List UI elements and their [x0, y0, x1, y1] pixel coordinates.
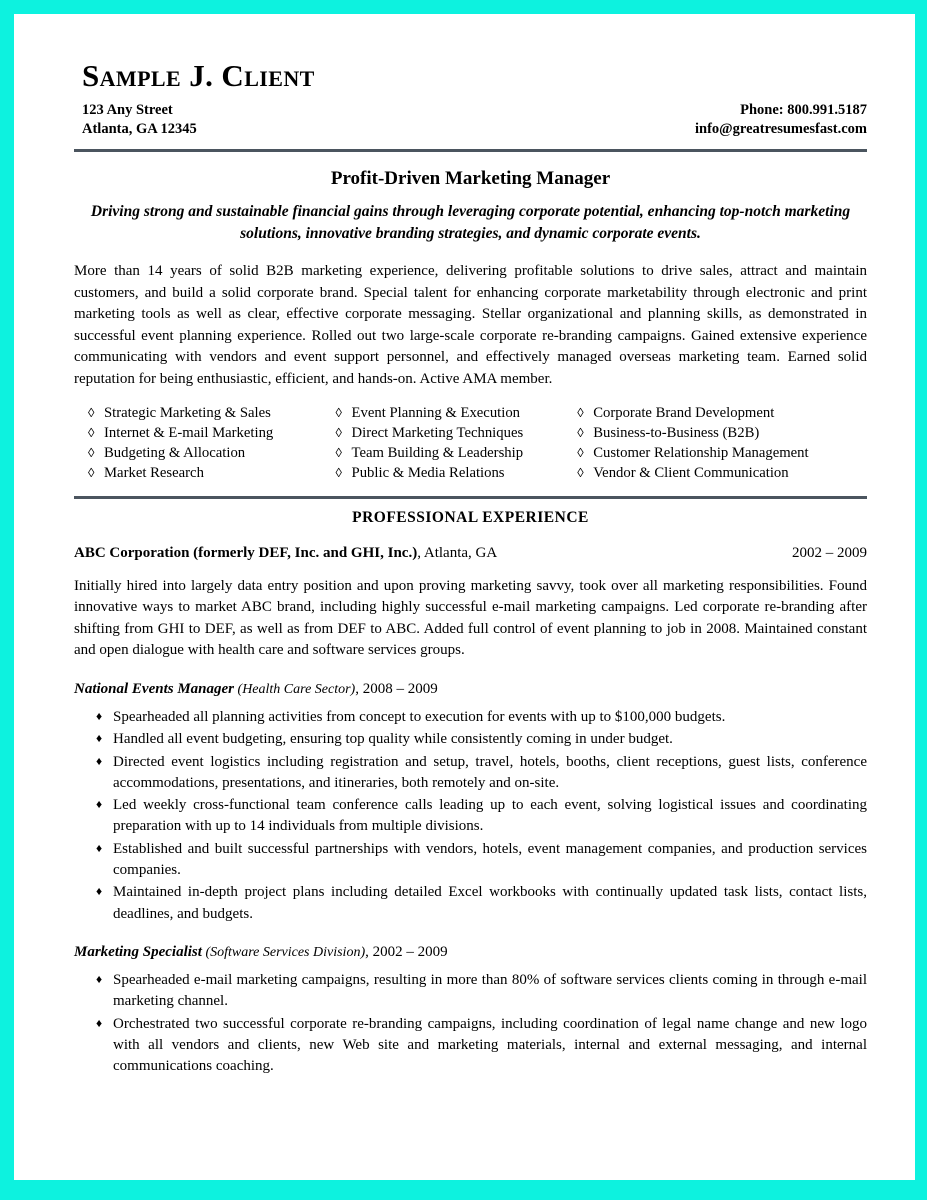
- skills-column-3: [577, 404, 867, 484]
- diamond-bullet-icon: ◊: [88, 444, 95, 460]
- diamond-bullet-icon: ◊: [335, 424, 342, 440]
- diamond-bullet-icon: ♦: [96, 840, 103, 855]
- employer-dates: 2002 – 2009: [792, 544, 867, 561]
- contact-row: [82, 101, 867, 140]
- skill-item: [88, 464, 336, 484]
- bullet-item: [96, 707, 867, 728]
- company-location: , Atlanta, GA: [417, 544, 498, 561]
- role-dates: , 2008 – 2009: [355, 680, 438, 697]
- skill-label: Strategic Marketing & Sales: [104, 404, 271, 421]
- skills-column-2: [336, 404, 578, 484]
- role-heading-1: [74, 681, 867, 698]
- bullet-item: [96, 729, 867, 750]
- bullet-item: [96, 795, 867, 838]
- skill-item: [577, 424, 867, 444]
- skill-item: [577, 404, 867, 424]
- candidate-name: Sample J. Client: [82, 58, 315, 93]
- employer-description: Initially hired into largely data entry position and upon proving marketing savvy, took over all marketing responsibilities. Found innovative ways to market ABC brand, including highly successful e-mail marketing campaigns. Led corporate re-branding after shifting from GHI to DEF, as well as from DEF to ABC. Added full control of event planning to job in 2008. Maintained constant and open dialogue with health care and software services groups.: [74, 577, 867, 659]
- diamond-bullet-icon: ♦: [96, 971, 103, 986]
- skill-label: Vendor & Client Communication: [593, 464, 789, 481]
- skill-label: Market Research: [104, 464, 204, 481]
- skill-label: Event Planning & Execution: [351, 404, 521, 421]
- skill-label: Corporate Brand Development: [593, 404, 775, 421]
- skill-item: [88, 424, 336, 444]
- skill-item: [336, 404, 578, 424]
- skill-item: [336, 464, 578, 484]
- skill-item: [88, 444, 336, 464]
- role-dates: , 2002 – 2009: [365, 943, 448, 960]
- diamond-bullet-icon: ◊: [335, 444, 342, 460]
- diamond-bullet-icon: ◊: [335, 464, 342, 480]
- branding-statement: Driving strong and sustainable financial gains through leveraging corporate potential, enhancing top-notch marketing solutions, innovative branding strategies, and dynamic corporate events.: [90, 203, 851, 243]
- diamond-bullet-icon: ◊: [577, 424, 584, 440]
- role-bullets-1: [74, 707, 867, 925]
- role-bullets-2: [74, 970, 867, 1077]
- diamond-bullet-icon: ♦: [96, 753, 103, 768]
- diamond-bullet-icon: ♦: [96, 884, 103, 899]
- email-address[interactable]: info@greatresumesfast.com: [694, 120, 867, 137]
- bullet-text: Handled all event budgeting, ensuring top quality while consistently coming in under budget.: [113, 731, 673, 748]
- diamond-bullet-icon: ◊: [88, 404, 95, 420]
- skill-label: Budgeting & Allocation: [104, 444, 246, 461]
- skill-label: Team Building & Leadership: [351, 444, 524, 461]
- company-label: ABC Corporation (formerly DEF, Inc. and GHI, Inc.): [74, 544, 418, 561]
- bullet-item: [96, 970, 867, 1013]
- contact-block: [695, 101, 867, 140]
- role-department: (Health Care Sector): [234, 681, 356, 697]
- employer-row: [74, 545, 867, 562]
- bullet-item: [96, 839, 867, 882]
- skill-label: Business-to-Business (B2B): [593, 424, 760, 441]
- skill-label: Direct Marketing Techniques: [351, 424, 524, 441]
- skill-label: Public & Media Relations: [351, 464, 505, 481]
- diamond-bullet-icon: ♦: [96, 797, 103, 812]
- diamond-bullet-icon: ◊: [577, 464, 584, 480]
- section-heading-experience: PROFESSIONAL EXPERIENCE: [352, 508, 589, 526]
- skill-item: [336, 424, 578, 444]
- core-competencies: [74, 404, 867, 484]
- skill-label: Customer Relationship Management: [593, 444, 809, 461]
- bullet-item: [96, 1014, 867, 1078]
- skill-item: [577, 464, 867, 484]
- bullet-text: Spearheaded e-mail marketing campaigns, resulting in more than 80% of software services clients coming in through e-mail marketing channel.: [113, 971, 867, 1010]
- diamond-bullet-icon: ◊: [335, 404, 342, 420]
- bullet-item: [96, 752, 867, 795]
- diamond-bullet-icon: ◊: [88, 424, 95, 440]
- bullet-text: Established and built successful partnerships with vendors, hotels, event management companies, and production services companies.: [113, 840, 867, 879]
- target-job-title: Profit-Driven Marketing Manager: [330, 168, 611, 190]
- role-department: (Software Services Division): [201, 944, 366, 960]
- role-title: Marketing Specialist: [74, 943, 202, 960]
- bullet-text: Led weekly cross-functional team conference calls leading up to each event, solving logistical issues and coordinating preparation with up to 14 individuals from multiple divisions.: [113, 797, 867, 835]
- bullet-text: Maintained in-depth project plans including detailed Excel workbooks with continually updated task lists, contact lists, deadlines, and budgets.: [113, 884, 867, 922]
- section-divider: [74, 496, 867, 499]
- skill-item: [88, 404, 336, 424]
- diamond-bullet-icon: ♦: [96, 731, 103, 746]
- diamond-bullet-icon: ◊: [577, 404, 584, 420]
- diamond-bullet-icon: ♦: [96, 708, 103, 723]
- bullet-text: Orchestrated two successful corporate re-branding campaigns, including coordination of legal name change and new logo with all vendors and clients, new Web site and marketing materials, internal and external messaging, and internal communications coaching.: [113, 1015, 867, 1075]
- bullet-item: [96, 882, 867, 925]
- skill-item: [336, 444, 578, 464]
- resume-page: [14, 14, 915, 1180]
- address-line-2: Atlanta, GA 12345: [82, 120, 197, 137]
- professional-summary: More than 14 years of solid B2B marketing experience, delivering profitable solutions to drive sales, attract and maintain customers, and build a solid corporate brand. Special talent for enhancing corporate marketability through electronic and print marketing tools as well as clear, effective corporate messaging. Stellar organizational and planning skills, as demonstrated in successful event planning experience. Rolled out two large-scale corporate re-branding campaigns. Gained extensive experience communicating with vendors and event support personnel, and effectively managed overseas marketing team. Earned solid reputation for being enthusiastic, efficient, and hands-on. Active AMA member.: [74, 263, 867, 388]
- resume-content: [74, 60, 867, 1078]
- skill-item: [577, 444, 867, 464]
- header-divider: [74, 149, 867, 152]
- skills-column-1: [88, 404, 336, 484]
- bullet-text: Spearheaded all planning activities from concept to execution for events with up to $100,000 budgets.: [113, 708, 726, 725]
- role-heading-2: [74, 944, 867, 961]
- role-title: National Events Manager: [74, 680, 235, 697]
- employer-name: [74, 545, 497, 562]
- diamond-bullet-icon: ◊: [88, 464, 95, 480]
- address-line-1: 123 Any Street: [82, 101, 173, 118]
- bullet-text: Directed event logistics including registration and setup, travel, hotels, booths, client receptions, guest lists, conference accommodations, presentations, and itineraries, both remotely and on-site.: [113, 753, 867, 791]
- phone-number: Phone: 800.991.5187: [740, 101, 867, 118]
- diamond-bullet-icon: ◊: [577, 444, 584, 460]
- address-block: [82, 101, 197, 140]
- skill-label: Internet & E-mail Marketing: [104, 424, 274, 441]
- diamond-bullet-icon: ♦: [96, 1015, 103, 1030]
